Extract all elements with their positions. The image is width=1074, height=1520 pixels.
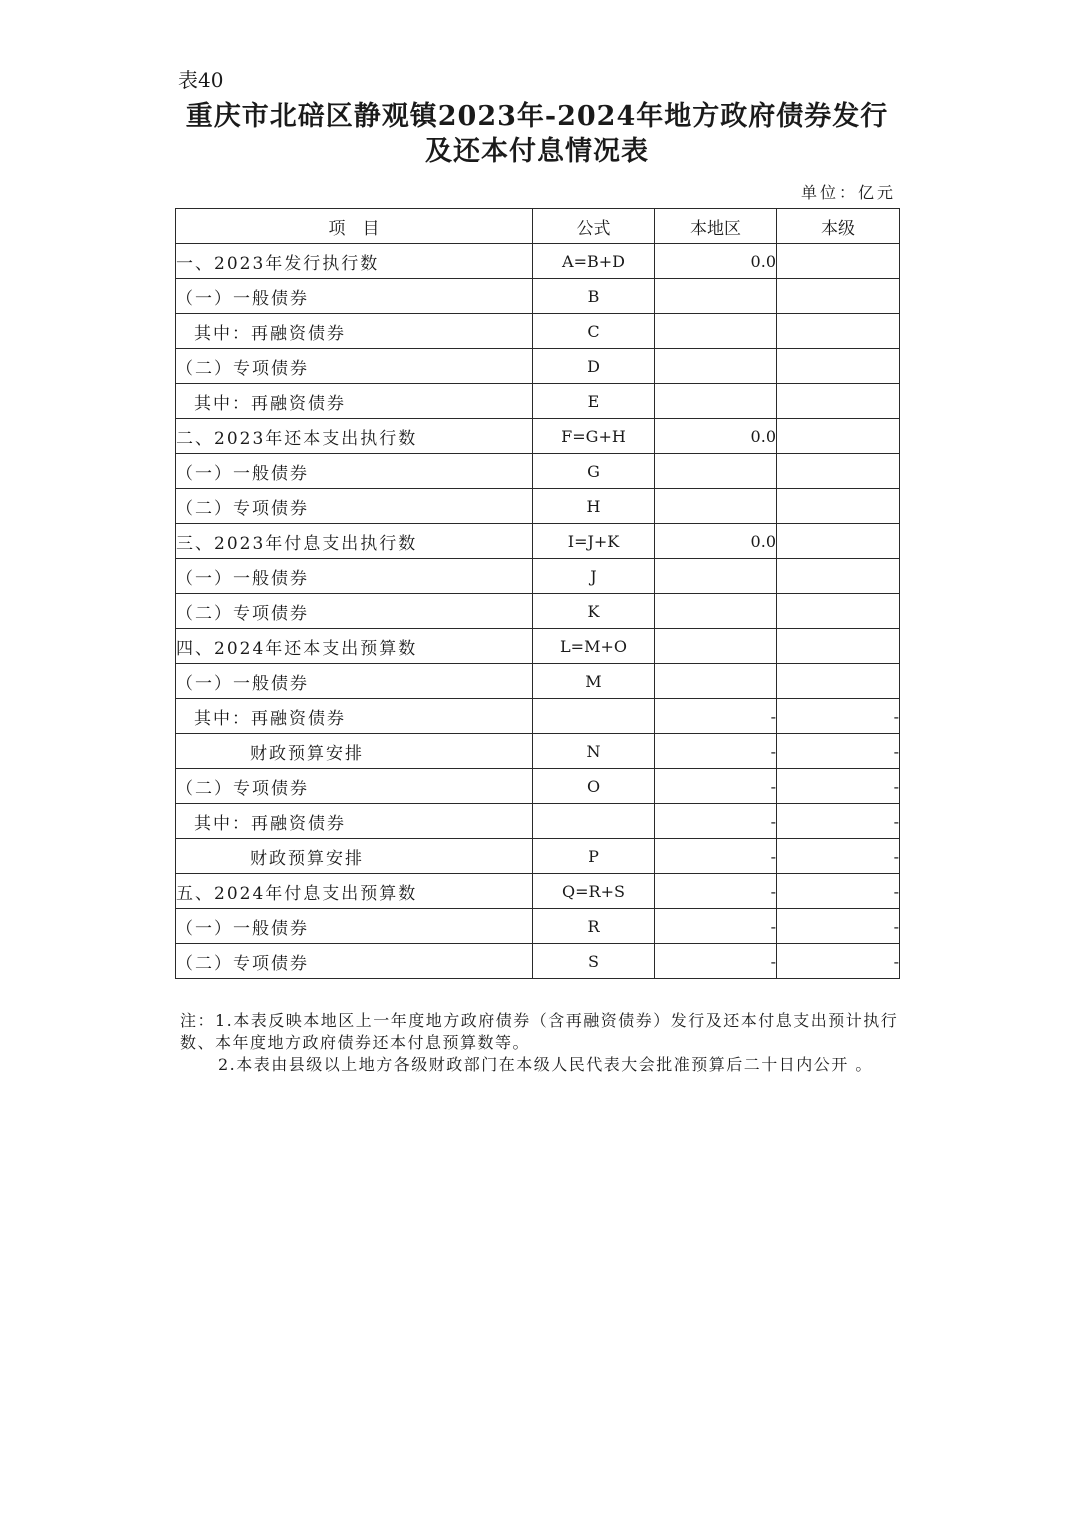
row-own-level-value-cell	[777, 384, 900, 419]
row-local-value-cell	[655, 384, 777, 419]
row-local-value-cell: 0.0	[655, 524, 777, 559]
table-row	[176, 489, 900, 524]
table-row	[176, 909, 900, 944]
row-own-level-value-cell	[777, 524, 900, 559]
table-body	[176, 244, 900, 979]
page-title-line-2: 及还本付息情况表	[425, 136, 649, 167]
table-row	[176, 944, 900, 979]
row-formula-cell: R	[533, 909, 655, 944]
row-item-cell: 其中：再融资债券	[176, 804, 533, 839]
row-item-cell: 其中：再融资债券	[176, 384, 533, 419]
row-formula-cell: I=J+K	[533, 524, 655, 559]
row-item-cell: 财政预算安排	[176, 734, 533, 769]
table-row	[176, 734, 900, 769]
row-formula-cell: L=M+O	[533, 629, 655, 664]
table-row	[176, 769, 900, 804]
row-item-cell: （一）一般债券	[176, 664, 533, 699]
row-item-cell: 三、2023年付息支出执行数	[176, 524, 533, 559]
row-local-value-cell	[655, 279, 777, 314]
table-row	[176, 454, 900, 489]
row-formula-cell: B	[533, 279, 655, 314]
row-local-value-cell	[655, 454, 777, 489]
row-item-cell: （二）专项债券	[176, 349, 533, 384]
row-item-cell: （一）一般债券	[176, 559, 533, 594]
column-header-formula: 公式	[533, 209, 655, 244]
row-local-value-cell: -	[655, 699, 777, 734]
row-formula-cell: O	[533, 769, 655, 804]
row-item-cell: 财政预算安排	[176, 839, 533, 874]
table-row	[176, 594, 900, 629]
row-own-level-value-cell: -	[777, 944, 900, 979]
row-formula-cell: D	[533, 349, 655, 384]
row-local-value-cell	[655, 559, 777, 594]
table-row	[176, 524, 900, 559]
row-formula-cell: Q=R+S	[533, 874, 655, 909]
row-item-cell: 一、2023年发行执行数	[176, 244, 533, 279]
table-row	[176, 279, 900, 314]
row-own-level-value-cell	[777, 419, 900, 454]
row-local-value-cell: -	[655, 734, 777, 769]
row-item-cell: （二）专项债券	[176, 489, 533, 524]
row-item-cell: 其中：再融资债券	[176, 699, 533, 734]
page-title-line-1: 重庆市北碚区静观镇2023年-2024年地方政府债券发行	[185, 101, 889, 132]
row-local-value-cell	[655, 629, 777, 664]
row-local-value-cell	[655, 594, 777, 629]
table-row	[176, 419, 900, 454]
row-formula-cell: N	[533, 734, 655, 769]
note-1: 注：1.本表反映本地区上一年度地方政府债券（含再融资债券）发行及还本付息支出预计执行数、本年度地方政府债券还本付息预算数等。	[180, 1011, 899, 1052]
row-own-level-value-cell: -	[777, 699, 900, 734]
row-local-value-cell	[655, 349, 777, 384]
debt-table	[175, 208, 900, 979]
row-own-level-value-cell: -	[777, 839, 900, 874]
table-row	[176, 699, 900, 734]
table-row	[176, 629, 900, 664]
notes	[180, 1010, 900, 1076]
table-row	[176, 349, 900, 384]
row-own-level-value-cell: -	[777, 804, 900, 839]
row-local-value-cell	[655, 314, 777, 349]
row-own-level-value-cell	[777, 279, 900, 314]
row-local-value-cell: -	[655, 944, 777, 979]
row-formula-cell: P	[533, 839, 655, 874]
row-item-cell: （二）专项债券	[176, 944, 533, 979]
row-item-cell: （一）一般债券	[176, 279, 533, 314]
row-formula-cell: A=B+D	[533, 244, 655, 279]
table-row	[176, 384, 900, 419]
column-header-item: 项 目	[176, 209, 533, 244]
row-item-cell: 其中：再融资债券	[176, 314, 533, 349]
row-formula-cell: J	[533, 559, 655, 594]
row-item-cell: （一）一般债券	[176, 909, 533, 944]
table-number: 表40	[178, 68, 224, 92]
row-local-value-cell: -	[655, 909, 777, 944]
row-item-cell: 四、2024年还本支出预算数	[176, 629, 533, 664]
note-2: 2.本表由县级以上地方各级财政部门在本级人民代表大会批准预算后二十日内公开 。	[218, 1055, 873, 1074]
row-own-level-value-cell: -	[777, 874, 900, 909]
row-own-level-value-cell: -	[777, 769, 900, 804]
row-formula-cell	[533, 699, 655, 734]
row-formula-cell: K	[533, 594, 655, 629]
row-local-value-cell	[655, 664, 777, 699]
row-own-level-value-cell	[777, 664, 900, 699]
row-item-cell: （二）专项债券	[176, 594, 533, 629]
row-item-cell: （一）一般债券	[176, 454, 533, 489]
table-header-row	[176, 209, 900, 244]
row-formula-cell: C	[533, 314, 655, 349]
row-formula-cell: M	[533, 664, 655, 699]
table-row	[176, 839, 900, 874]
row-item-cell: 二、2023年还本支出执行数	[176, 419, 533, 454]
row-item-cell: 五、2024年付息支出预算数	[176, 874, 533, 909]
row-local-value-cell: -	[655, 839, 777, 874]
row-formula-cell: G	[533, 454, 655, 489]
row-formula-cell: E	[533, 384, 655, 419]
row-formula-cell: S	[533, 944, 655, 979]
row-local-value-cell: 0.0	[655, 244, 777, 279]
table-row	[176, 664, 900, 699]
table-row	[176, 559, 900, 594]
row-formula-cell: H	[533, 489, 655, 524]
row-own-level-value-cell	[777, 629, 900, 664]
row-formula-cell	[533, 804, 655, 839]
row-local-value-cell: -	[655, 769, 777, 804]
row-own-level-value-cell: -	[777, 734, 900, 769]
table-row	[176, 244, 900, 279]
row-own-level-value-cell	[777, 594, 900, 629]
row-own-level-value-cell	[777, 244, 900, 279]
column-header-local: 本地区	[655, 209, 777, 244]
row-own-level-value-cell	[777, 349, 900, 384]
row-local-value-cell: -	[655, 804, 777, 839]
table-row	[176, 874, 900, 909]
row-local-value-cell: 0.0	[655, 419, 777, 454]
row-item-cell: （二）专项债券	[176, 769, 533, 804]
column-header-own-level: 本级	[777, 209, 900, 244]
row-local-value-cell: -	[655, 874, 777, 909]
row-own-level-value-cell	[777, 559, 900, 594]
row-own-level-value-cell	[777, 489, 900, 524]
row-own-level-value-cell	[777, 314, 900, 349]
table-row	[176, 804, 900, 839]
row-local-value-cell	[655, 489, 777, 524]
row-formula-cell: F=G+H	[533, 419, 655, 454]
table-row	[176, 314, 900, 349]
row-own-level-value-cell	[777, 454, 900, 489]
unit-label: 单位：亿元	[800, 183, 896, 202]
row-own-level-value-cell: -	[777, 909, 900, 944]
